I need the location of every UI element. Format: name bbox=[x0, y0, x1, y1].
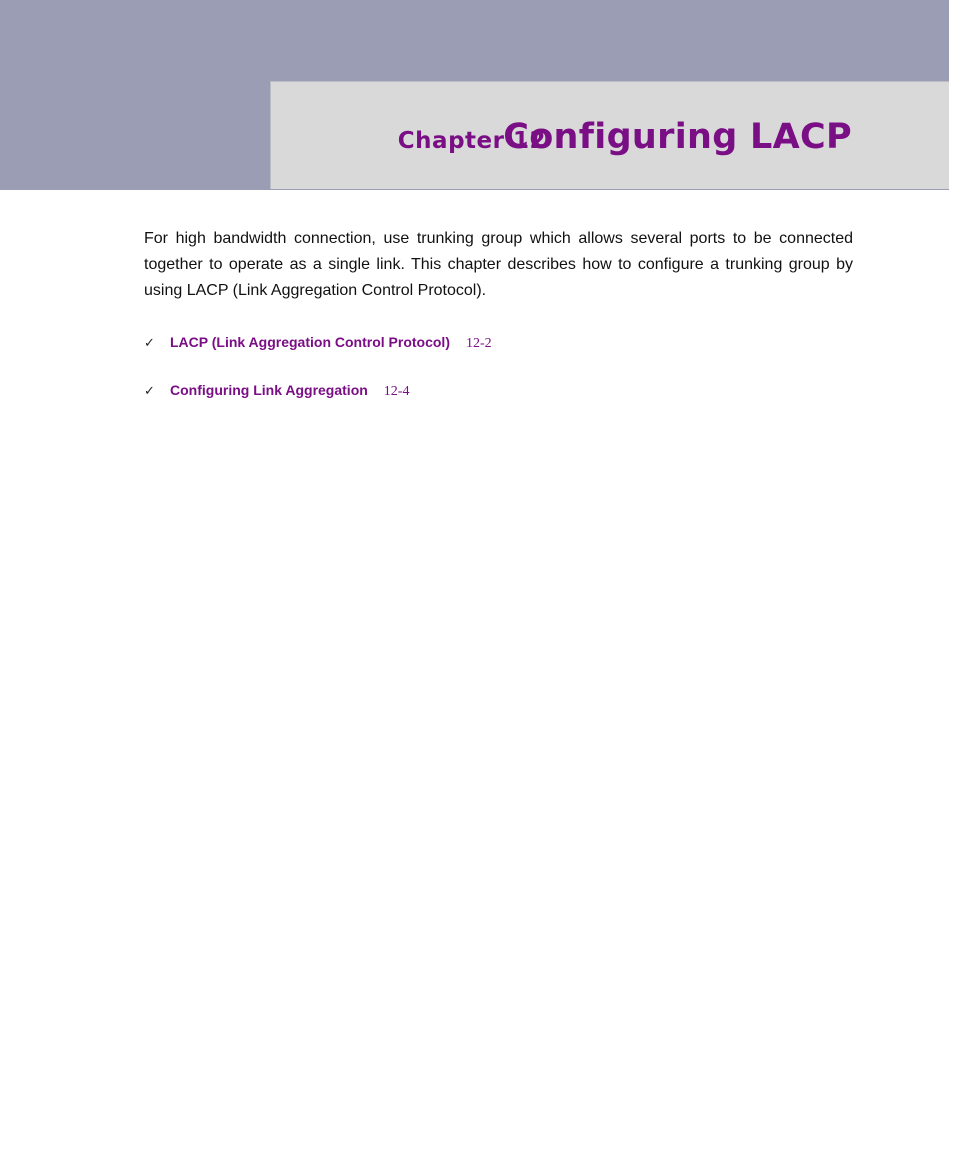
intro-paragraph: For high bandwidth connection, use trunking group which allows several ports to be connected together to operate as a single link. This chapter describes how to configure a trunking group by using LACP (Link Aggregation Control Protocol). bbox=[144, 230, 853, 299]
toc-link-lacp[interactable]: LACP (Link Aggregation Control Protocol) bbox=[170, 334, 450, 350]
chapter-number: Chapter 12 bbox=[397, 128, 546, 154]
checkmark-icon: ✓ bbox=[144, 384, 155, 399]
toc-item-link-aggregation bbox=[144, 382, 844, 430]
chapter-contents bbox=[144, 334, 844, 430]
toc-page-number: 12-2 bbox=[466, 336, 492, 351]
toc-link-link-aggregation[interactable]: Configuring Link Aggregation bbox=[170, 382, 368, 398]
toc-item-lacp bbox=[144, 334, 844, 382]
toc-page-number: 12-4 bbox=[383, 384, 410, 399]
chapter-title: Configuring LACP bbox=[503, 117, 852, 157]
checkmark-icon: ✓ bbox=[144, 336, 155, 351]
